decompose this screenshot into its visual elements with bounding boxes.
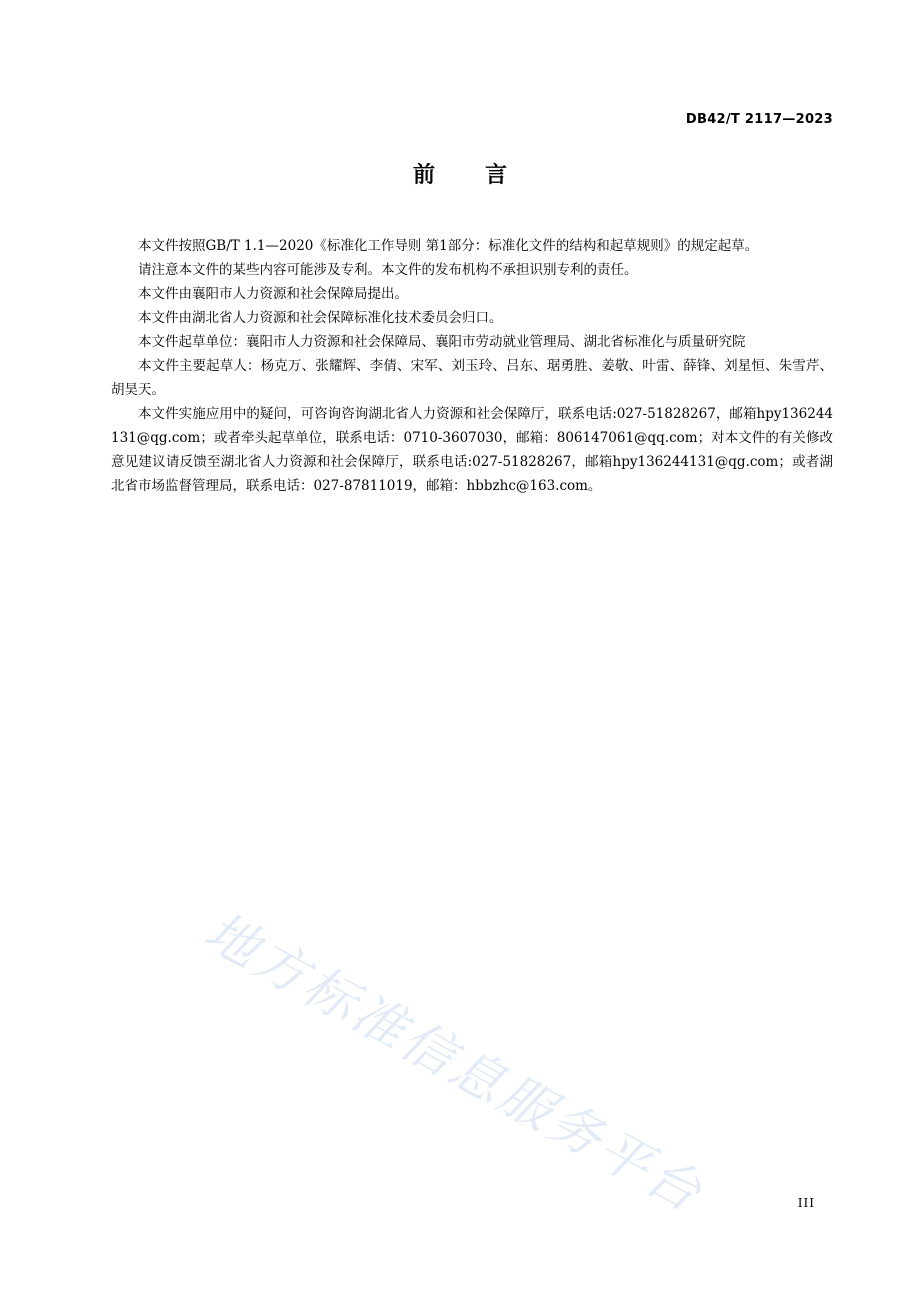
paragraph-drafting-rules: 本文件按照GB/T 1.1—2020《标准化工作导则 第1部分：标准化文件的结构和起草规则》的规定起草。	[138, 238, 759, 254]
page-number: III	[797, 1196, 815, 1210]
paragraph-centralized-by: 本文件由湖北省人力资源和社会保障标准化技术委员会归口。	[138, 310, 503, 326]
page-title: 前言	[412, 163, 557, 188]
paragraph-drafters: 本文件主要起草人：杨克万、张耀辉、李倩、宋军、刘玉玲、吕东、琚勇胜、姜敬、叶雷、薛锋、刘星恒、朱雪芹、胡昊天。	[111, 358, 833, 398]
paragraph-patent-notice: 请注意本文件的某些内容可能涉及专利。本文件的发布机构不承担识别专利的责任。	[138, 262, 638, 278]
watermark: 地方标准信息服务平台	[194, 901, 714, 1226]
paragraph-contact-info: 本文件实施应用中的疑问，可咨询咨询湖北省人力资源和社会保障厅，联系电话:027-51828267，邮箱hpy136244131@qg.com；或者牵头起草单位，联系电话：0710-3607030，邮箱：806147061@qq.com；对本文件的有关修改意见建议请反馈至湖北省人力资源和社会保障厅，联系电话:027-51828267，邮箱hpy136244131@qg.com；或者湖北省市场监督管理局，联系电话：027-87811019，邮箱：hbbzhc@163.com。	[111, 406, 833, 494]
preface-body	[111, 234, 833, 498]
paragraph-drafting-units: 本文件起草单位：襄阳市人力资源和社会保障局、襄阳市劳动就业管理局、湖北省标准化与质量研究院	[138, 334, 746, 350]
document-code: DB42/T 2117—2023	[685, 112, 833, 127]
paragraph-proposed-by: 本文件由襄阳市人力资源和社会保障局提出。	[138, 286, 408, 302]
